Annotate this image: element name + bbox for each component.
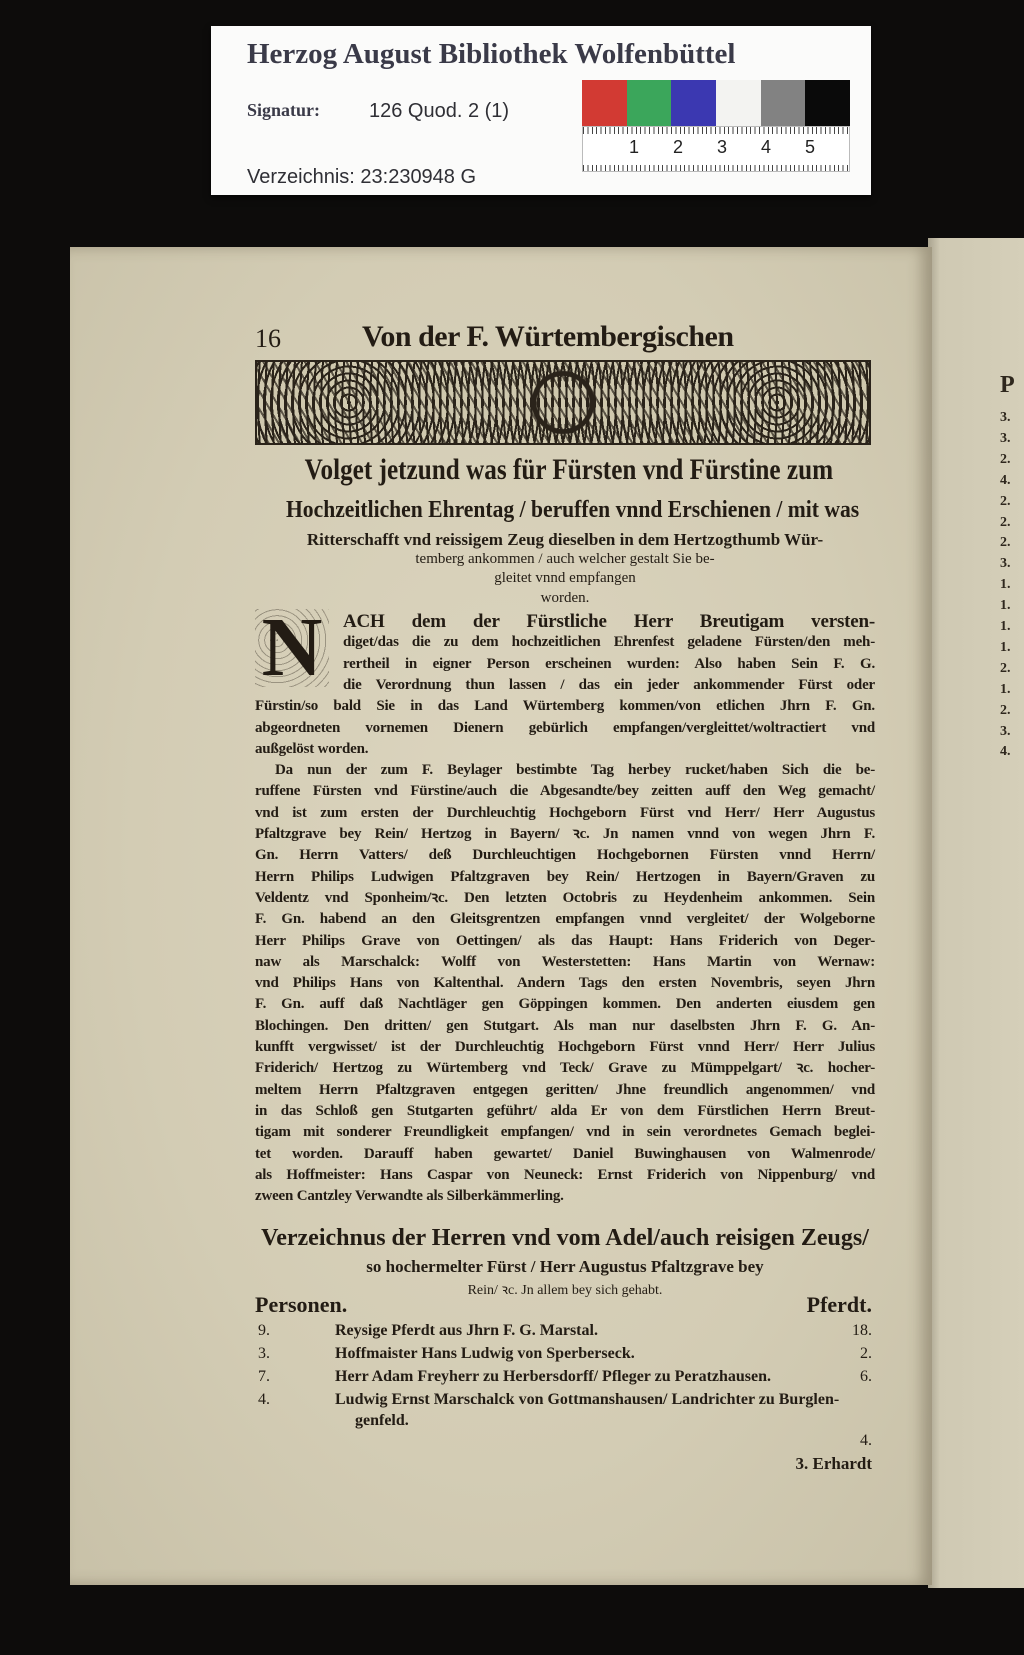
facing-number: 4. — [1000, 472, 1011, 488]
facing-number: 1. — [1000, 577, 1011, 593]
facing-number: 4. — [1000, 744, 1011, 760]
row-description: Ludwig Ernst Marschalck von Gottmanshausen/ Landrichter zu Burglen- — [335, 1391, 840, 1408]
row-persons-count: 3. — [258, 1345, 270, 1362]
book-page — [70, 247, 932, 1585]
row-persons-count: 7. — [258, 1368, 270, 1385]
body-line: F. Gn. habend an den Gleitsgrentzen empfangen vnnd vergleitet/ der Wolgeborne — [255, 911, 875, 928]
body-line: Fürstin/so bald Sie in das Land Würtemberg kommen/von etlichen Jhrn F. Gn. — [255, 698, 875, 715]
row-horses-count: 4. — [860, 1432, 872, 1449]
ruler-number: 2 — [673, 137, 684, 157]
body-line: Da nun der zum F. Beylager bestimbte Tag herbey rucket/haben Sich die be- — [275, 762, 875, 779]
body-line: zween Cantzley Verwandte als Silberkämmerling. — [255, 1188, 564, 1205]
body-line: abgeordneten vornemen Dienern gebürlich empfangen/vergleittet/woltractiert vnd — [255, 719, 875, 736]
heading-line: temberg ankommen / auch welcher gestalt Sie be- — [415, 551, 715, 567]
facing-number: 2. — [1000, 535, 1011, 551]
body-line: kunfft vergwisset/ ist der Durchleuchtig Hochgeborn Fürst vnnd Herr/ Herr Julius — [255, 1039, 875, 1055]
row-horses-count: 18. — [852, 1322, 872, 1339]
body-line: Herr Philips Grave von Oettingen/ als das Haupt: Hans Friderich von Deger- — [255, 932, 875, 949]
facing-number: 2. — [1000, 660, 1011, 676]
list-heading-line: so hochermelter Fürst / Herr Augustus Pfaltzgrave bey — [366, 1257, 764, 1276]
library-name: Herzog August Bibliothek Wolfenbüttel — [247, 38, 736, 70]
scale-ruler — [582, 126, 850, 172]
page-number: 16 — [255, 324, 281, 353]
body-line: die Verordnung thun lassen / das ein jeder ankommender Fürst oder — [343, 676, 875, 693]
facing-number: 2. — [1000, 493, 1011, 509]
facing-initial: P — [1000, 372, 1015, 398]
facing-number: 2. — [1000, 514, 1011, 530]
facing-number: 1. — [1000, 681, 1011, 697]
body-line: F. Gn. auff daß Nachtläger gen Göppingen kommen. Den anderten eiusdem gen — [255, 996, 875, 1013]
col-header-persons: Personen. — [255, 1292, 348, 1317]
color-swatch — [716, 80, 761, 126]
body-line: naw als Marschalck: Wolff von Westerstetten: Hans Martin von Wernaw: — [255, 953, 875, 970]
facing-number: 1. — [1000, 619, 1011, 634]
facing-number: 1. — [1000, 639, 1011, 655]
facing-number: 2. — [1000, 451, 1011, 467]
row-horses-count: 6. — [860, 1368, 872, 1385]
running-head: Von der F. Würtembergischen — [362, 320, 734, 353]
body-line: diget/das die zu dem hochzeitlichen Ehrenfest geladene Fürsten/den meh- — [343, 634, 875, 651]
color-calibration-chart — [582, 80, 850, 126]
woodcut-ornament-band — [255, 360, 871, 445]
body-line: rertheil in eigner Person erscheinen wurden: Also haben Sein F. G. — [343, 655, 875, 672]
body-line: in das Schloß gen Stutgarten geführt/ alda Er von dem Fürstlichen Herrn Breut- — [255, 1102, 875, 1119]
list-heading-line: Rein/ ꝛc. Jn allem bey sich gehabt. — [467, 1283, 663, 1298]
facing-number: 2. — [1000, 702, 1011, 718]
facing-number: 3. — [1000, 723, 1011, 739]
body-line: tet worden. Darauff haben gewartet/ Daniel Buwinghausen von Walmenrode/ — [255, 1145, 875, 1162]
body-line: als Hoffmeister: Hans Caspar von Neuneck: Ernst Friderich von Nippenburg/ vnd — [255, 1166, 875, 1183]
body-line: tigam mit sonderer Freundligkeit empfangen/ vnd in sein verordnetes Gemach beglei- — [255, 1124, 875, 1141]
drop-cap-initial: N — [255, 609, 329, 687]
body-line: Veldentz vnd Sponheim/ꝛc. Den letzten Octobris zu Heydenheim ankommen. Sein — [255, 889, 875, 906]
body-line: Pfaltzgrave bey Rein/ Hertzog in Bayern/ ꝛc. Jn namen vnnd von wegen Jhrn F. — [255, 826, 875, 842]
color-swatch — [805, 80, 850, 126]
body-line: Blochingen. Den dritten/ gen Stutgart. Als man nur daselbsten Jhrn F. G. An- — [255, 1017, 875, 1034]
facing-number: 3. — [1000, 430, 1011, 446]
row-description: Herr Adam Freyherr zu Herbersdorff/ Pfleger zu Peratzhausen. — [335, 1368, 772, 1385]
row-description-cont: genfeld. — [355, 1412, 409, 1429]
row-horses-count: 2. — [860, 1345, 872, 1362]
ruler-number: 5 — [805, 137, 816, 157]
row-description: Reysige Pferdt aus Jhrn F. G. Marstal. — [335, 1322, 598, 1339]
ruler-ticks — [583, 165, 849, 171]
heading-line: Hochzeitlichen Ehrentag / beruffen vnnd Erschienen / mit was — [286, 497, 860, 523]
color-swatch — [671, 80, 716, 126]
color-swatch — [582, 80, 627, 126]
heading-line: gleitet vnnd empfangen — [494, 570, 636, 586]
catchword: 3. Erhardt — [795, 1454, 872, 1473]
row-persons-count: 9. — [258, 1322, 270, 1339]
heading-line: Volget jetzund was für Fürsten vnd Fürstine zum — [304, 453, 834, 486]
body-line: meltem Herrn Pfaltzgraven entgegen geritten/ Jhne freundlich angenommen/ vnd — [255, 1081, 875, 1098]
col-header-horses: Pferdt. — [806, 1292, 872, 1317]
color-swatch — [627, 80, 672, 126]
body-line: Gn. Herrn Vatters/ deß Durchleuchtigen Hochgebornen Fürsten vnnd Herrn/ — [255, 847, 875, 864]
row-description: Hoffmaister Hans Ludwig von Sperberseck. — [335, 1345, 635, 1362]
library-label-card — [211, 26, 871, 195]
row-persons-count: 4. — [258, 1391, 270, 1408]
signatur-label: Signatur: — [247, 100, 321, 120]
color-swatch — [761, 80, 806, 126]
body-line: außgelöst worden. — [255, 740, 369, 757]
ruler-number: 4 — [761, 137, 772, 157]
ruler-number: 1 — [629, 137, 640, 157]
body-line: Friderich/ Hertzog zu Würtemberg vnd Teck/ Grave zu Mümppelgart/ ꝛc. hocher- — [255, 1060, 875, 1077]
list-heading-line: Verzeichnus der Herren vnd vom Adel/auch reisigen Zeugs/ — [261, 1225, 869, 1251]
facing-number: 1. — [1000, 598, 1011, 614]
body-line: vnd ist zum ersten der Durchleuchtig Hochgeborn Fürst vnd Herr/ Herr Augustus — [255, 804, 875, 821]
heading-line: Ritterschafft vnd reissigem Zeug dieselben in dem Hertzogthumb Wür- — [306, 530, 824, 549]
body-line: ruffene Fürsten vnd Fürstine/auch die Abgesandte/bey zeitten auff den Weg gemacht/ — [255, 783, 875, 800]
facing-number: 3. — [1000, 410, 1011, 425]
verzeichnis-value: Verzeichnis: 23:230948 G — [247, 166, 477, 188]
body-line: vnd Philips Hans von Kaltenthal. Andern Tags den ersten Novembris, seyen Jhrn — [255, 975, 875, 992]
heading-line: worden. — [540, 590, 590, 606]
facing-number: 3. — [1000, 556, 1011, 572]
signatur-value: 126 Quod. 2 (1) — [369, 100, 510, 122]
body-line: Herrn Philips Ludwigen Pfaltzgraven bey Rein/ Hertzogen in Bayern/Graven zu — [255, 868, 875, 885]
body-line: ACH dem der Fürstliche Herr Breutigam versten- — [343, 611, 875, 632]
ruler-number: 3 — [717, 137, 728, 157]
